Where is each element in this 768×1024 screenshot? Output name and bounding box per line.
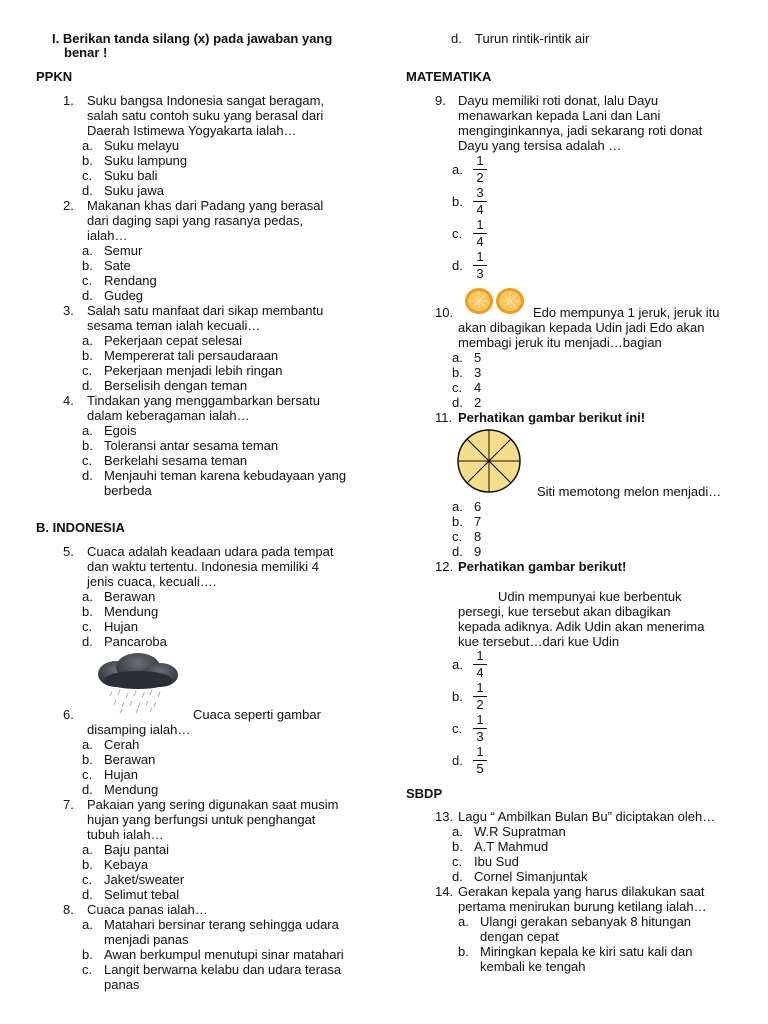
q13-number: 13. bbox=[435, 809, 454, 824]
option-letter: d. bbox=[452, 753, 463, 768]
q1-number: 1. bbox=[63, 93, 74, 108]
q7-line: Pakaian yang sering digunakan saat musim bbox=[87, 797, 339, 812]
q3-line: sesama teman ialah kecuali… bbox=[87, 318, 261, 333]
q5-option-b[interactable]: Mendung bbox=[104, 604, 159, 619]
option-letter: d. bbox=[82, 288, 93, 303]
q8-option-d[interactable]: Turun rintik-rintik air bbox=[475, 31, 590, 46]
section-matematika: MATEMATIKA bbox=[406, 69, 492, 84]
q8-line: Cuaca panas ialah… bbox=[87, 902, 208, 917]
option-letter: a. bbox=[452, 162, 463, 177]
q2-line: Makanan khas dari Padang yang berasal bbox=[87, 198, 324, 213]
q3-option-b[interactable]: Mempererat tali persaudaraan bbox=[104, 348, 279, 363]
q1-option-a[interactable]: Suku melayu bbox=[104, 138, 180, 153]
q8-option-c-cont: panas bbox=[104, 977, 140, 992]
option-letter: a. bbox=[82, 138, 93, 153]
option-letter: b. bbox=[458, 944, 469, 959]
q1-option-d[interactable]: Suku jawa bbox=[104, 183, 164, 198]
q11-title: Perhatikan gambar berikut ini! bbox=[458, 410, 646, 425]
q3-option-a[interactable]: Pekerjaan cepat selesai bbox=[104, 333, 243, 348]
q2-option-d[interactable]: Gudeg bbox=[104, 288, 144, 303]
instruction-line-1: I. Berikan tanda silang (x) pada jawaban yang bbox=[52, 31, 333, 46]
option-letter: b. bbox=[452, 839, 463, 854]
option-letter: a. bbox=[82, 589, 93, 604]
q5-line: jenis cuaca, kecuali…. bbox=[87, 574, 217, 589]
q12-title: Perhatikan gambar berikut! bbox=[458, 559, 627, 574]
q3-line: Salah satu manfaat dari sikap membantu bbox=[87, 303, 324, 318]
option-letter: a. bbox=[458, 914, 469, 929]
q2-option-c[interactable]: Rendang bbox=[104, 273, 157, 288]
q14-number: 14. bbox=[435, 884, 454, 899]
q9-line: menginginkannya, jadi sekarang roti donat bbox=[458, 123, 703, 138]
option-letter: b. bbox=[452, 365, 463, 380]
option-letter: b. bbox=[82, 438, 93, 453]
q4-option-d-cont: berbeda bbox=[104, 483, 152, 498]
option-letter: a. bbox=[452, 499, 463, 514]
option-letter: a. bbox=[82, 333, 93, 348]
q2-option-a[interactable]: Semur bbox=[104, 243, 143, 258]
q13-option-c[interactable]: Ibu Sud bbox=[474, 854, 519, 869]
option-letter: c. bbox=[452, 226, 463, 241]
q1-line: salah satu contoh suku yang berasal dari bbox=[87, 108, 324, 123]
option-letter: b. bbox=[82, 947, 93, 962]
q13-option-d[interactable]: Cornel Simanjuntak bbox=[474, 869, 588, 884]
option-letter: d. bbox=[452, 395, 463, 410]
option-letter: c. bbox=[452, 721, 463, 736]
q1-line: Daerah Istimewa Yogyakarta ialah… bbox=[87, 123, 297, 138]
section-ppkn: PPKN bbox=[36, 69, 73, 84]
option-letter: b. bbox=[82, 258, 93, 273]
option-letter: d. bbox=[452, 869, 463, 884]
option-letter: c. bbox=[452, 380, 463, 395]
melon-slices-icon bbox=[456, 428, 522, 494]
q7-option-c[interactable]: Jaket/sweater bbox=[104, 872, 185, 887]
q11-caption: Siti memotong melon menjadi… bbox=[537, 484, 722, 499]
q9-option-b[interactable]: 3 4 bbox=[473, 186, 487, 217]
q9-option-a[interactable]: 1 2 bbox=[473, 154, 487, 185]
option-letter: a. bbox=[452, 824, 463, 839]
q12-option-b[interactable]: 1 2 bbox=[473, 681, 487, 712]
option-letter: b. bbox=[82, 348, 93, 363]
q7-option-b[interactable]: Kebaya bbox=[104, 857, 149, 872]
q10-number: 10. bbox=[435, 305, 454, 320]
option-letter: b. bbox=[82, 752, 93, 767]
q12-option-a[interactable]: 1 4 bbox=[473, 649, 487, 680]
q6-option-a[interactable]: Cerah bbox=[104, 737, 140, 752]
option-letter: b. bbox=[452, 689, 463, 704]
q13-option-a[interactable]: W.R Supratman bbox=[474, 824, 566, 839]
q14-option-a[interactable]: Ulangi gerakan sebanyak 8 hitungan bbox=[480, 914, 692, 929]
q2-option-b[interactable]: Sate bbox=[104, 258, 131, 273]
q10-line: akan dibagikan kepada Udin jadi Edo akan bbox=[458, 320, 705, 335]
option-letter: c. bbox=[82, 168, 93, 183]
q13-line: Lagu “ Ambilkan Bulan Bu” diciptakan oleh… bbox=[458, 809, 716, 824]
q7-option-a[interactable]: Baju pantai bbox=[104, 842, 170, 857]
q2-number: 2. bbox=[63, 198, 74, 213]
q8-option-b[interactable]: Awan berkumpul menutupi sinar matahari bbox=[104, 947, 344, 962]
option-letter: a. bbox=[452, 657, 463, 672]
q12-line: kue tersebut…dari kue Udin bbox=[458, 634, 620, 649]
q3-option-d[interactable]: Berselisih dengan teman bbox=[104, 378, 248, 393]
option-letter: c. bbox=[82, 767, 93, 782]
option-letter: c. bbox=[82, 962, 93, 977]
q13-option-b[interactable]: A.T Mahmud bbox=[474, 839, 549, 854]
q5-number: 5. bbox=[63, 544, 74, 559]
q10-option-b[interactable]: 3 bbox=[474, 365, 482, 380]
q4-option-d[interactable]: Menjauhi teman karena kebudayaan yang bbox=[104, 468, 347, 483]
option-letter: d. bbox=[82, 782, 93, 797]
option-letter: c. bbox=[82, 363, 93, 378]
q11-number: 11. bbox=[435, 410, 453, 425]
q10-option-c[interactable]: 4 bbox=[474, 380, 482, 395]
q5-line: dan waktu tertentu. Indonesia memiliki 4 bbox=[87, 559, 319, 574]
option-letter: d. bbox=[82, 183, 93, 198]
q8-option-a[interactable]: Matahari bersinar terang sehingga udara bbox=[104, 917, 339, 932]
q9-line: Dayu yang tersisa adalah … bbox=[458, 138, 622, 153]
q12-line: kepada adiknya. Adik Udin akan menerima bbox=[458, 619, 705, 634]
q9-line: Dayu memiliki roti donat, lalu Dayu bbox=[458, 93, 659, 108]
q9-line: menawarkan kepada Lani dan Lani bbox=[458, 108, 661, 123]
q14-option-a-cont: dengan cepat bbox=[480, 929, 559, 944]
q14-line: Gerakan kepala yang harus dilakukan saat bbox=[458, 884, 705, 899]
section-sbdp: SBDP bbox=[406, 786, 443, 801]
option-letter: a. bbox=[82, 423, 93, 438]
q6-line: Cuaca seperti gambar bbox=[193, 707, 321, 722]
q8-option-a-cont: menjadi panas bbox=[104, 932, 189, 947]
q12-line: persegi, kue tersebut akan dibagikan bbox=[458, 604, 671, 619]
option-letter: a. bbox=[452, 350, 463, 365]
q4-number: 4. bbox=[63, 393, 74, 408]
q10-line: Edo mempunya 1 jeruk, jeruk itu bbox=[533, 305, 720, 320]
q6-option-d[interactable]: Mendung bbox=[104, 782, 159, 797]
option-letter: b. bbox=[82, 604, 93, 619]
option-letter: a. bbox=[82, 842, 93, 857]
option-letter: c. bbox=[82, 872, 93, 887]
q4-option-b[interactable]: Toleransi antar sesama teman bbox=[104, 438, 279, 453]
q2-line: dari daging sapi yang rasanya pedas, bbox=[87, 213, 304, 228]
q6-line: disamping ialah… bbox=[87, 722, 191, 737]
q4-option-a[interactable]: Egois bbox=[104, 423, 137, 438]
rain-cloud-icon bbox=[94, 652, 180, 714]
q9-number: 9. bbox=[435, 93, 446, 108]
q7-line: hujan yang berfungsi untuk penghangat bbox=[87, 812, 316, 827]
q3-option-c[interactable]: Pekerjaan menjadi lebih ringan bbox=[104, 363, 283, 378]
q14-option-b[interactable]: Miringkan kepala ke kiri satu kali dan bbox=[480, 944, 693, 959]
q4-option-c[interactable]: Berkelahi sesama teman bbox=[104, 453, 248, 468]
q10-line: membagi jeruk itu menjadi…bagian bbox=[458, 335, 662, 350]
q4-line: dalam keberagaman ialah… bbox=[87, 408, 250, 423]
q6-number: 6. bbox=[63, 707, 74, 722]
section-bindo: B. INDONESIA bbox=[36, 520, 125, 535]
q7-option-d[interactable]: Selimut tebal bbox=[104, 887, 180, 902]
q11-option-c[interactable]: 8 bbox=[474, 529, 482, 544]
q9-option-d[interactable]: 1 3 bbox=[473, 250, 487, 281]
option-letter: b. bbox=[452, 194, 463, 209]
option-letter: d. bbox=[82, 468, 93, 483]
option-letter: d. bbox=[451, 31, 462, 46]
q4-line: Tindakan yang menggambarkan bersatu bbox=[87, 393, 320, 408]
q8-number: 8. bbox=[63, 902, 74, 917]
instruction-line-2: benar ! bbox=[64, 45, 108, 60]
q8-option-c[interactable]: Langit berwarna kelabu dan udara terasa bbox=[104, 962, 342, 977]
q2-line: ialah… bbox=[87, 228, 128, 243]
q11-option-a[interactable]: 6 bbox=[474, 499, 482, 514]
q5-line: Cuaca adalah keadaan udara pada tempat bbox=[87, 544, 334, 559]
option-letter: c. bbox=[452, 529, 463, 544]
option-letter: d. bbox=[82, 634, 93, 649]
q6-option-b[interactable]: Berawan bbox=[104, 752, 156, 767]
q5-option-a[interactable]: Berawan bbox=[104, 589, 156, 604]
q6-option-c[interactable]: Hujan bbox=[104, 767, 138, 782]
q1-option-b[interactable]: Suku lampung bbox=[104, 153, 188, 168]
q12-option-c[interactable]: 1 3 bbox=[473, 713, 487, 744]
option-letter: b. bbox=[452, 514, 463, 529]
option-letter: a. bbox=[82, 917, 93, 932]
option-letter: b. bbox=[82, 857, 93, 872]
q7-line: tubuh ialah… bbox=[87, 827, 164, 842]
q5-option-c[interactable]: Hujan bbox=[104, 619, 138, 634]
q12-number: 12. bbox=[435, 559, 454, 574]
q11-option-b[interactable]: 7 bbox=[474, 514, 482, 529]
option-letter: c. bbox=[82, 619, 93, 634]
q1-option-c[interactable]: Suku bali bbox=[104, 168, 158, 183]
q14-option-b-cont: kembali ke tengah bbox=[480, 959, 586, 974]
q1-line: Suku bangsa Indonesia sangat beragam, bbox=[87, 93, 325, 108]
q3-number: 3. bbox=[63, 303, 74, 318]
q10-option-d[interactable]: 2 bbox=[474, 395, 482, 410]
q12-line: Udin mempunyai kue berbentuk bbox=[498, 589, 682, 604]
option-letter: d. bbox=[452, 544, 463, 559]
option-letter: d. bbox=[82, 887, 93, 902]
q5-option-d[interactable]: Pancaroba bbox=[104, 634, 167, 649]
option-letter: d. bbox=[82, 378, 93, 393]
option-letter: b. bbox=[82, 153, 93, 168]
q11-option-d[interactable]: 9 bbox=[474, 544, 482, 559]
q12-option-d[interactable]: 1 5 bbox=[473, 745, 487, 776]
q10-option-a[interactable]: 5 bbox=[474, 350, 482, 365]
option-letter: c. bbox=[452, 854, 463, 869]
option-letter: c. bbox=[82, 273, 93, 288]
q7-number: 7. bbox=[63, 797, 74, 812]
q14-line: pertama menirukan burung ketilang ialah… bbox=[458, 899, 707, 914]
option-letter: a. bbox=[82, 243, 93, 258]
option-letter: d. bbox=[452, 258, 463, 273]
option-letter: c. bbox=[82, 453, 93, 468]
q9-option-c[interactable]: 1 4 bbox=[473, 218, 487, 249]
option-letter: a. bbox=[82, 737, 93, 752]
orange-halves-icon bbox=[464, 286, 526, 316]
